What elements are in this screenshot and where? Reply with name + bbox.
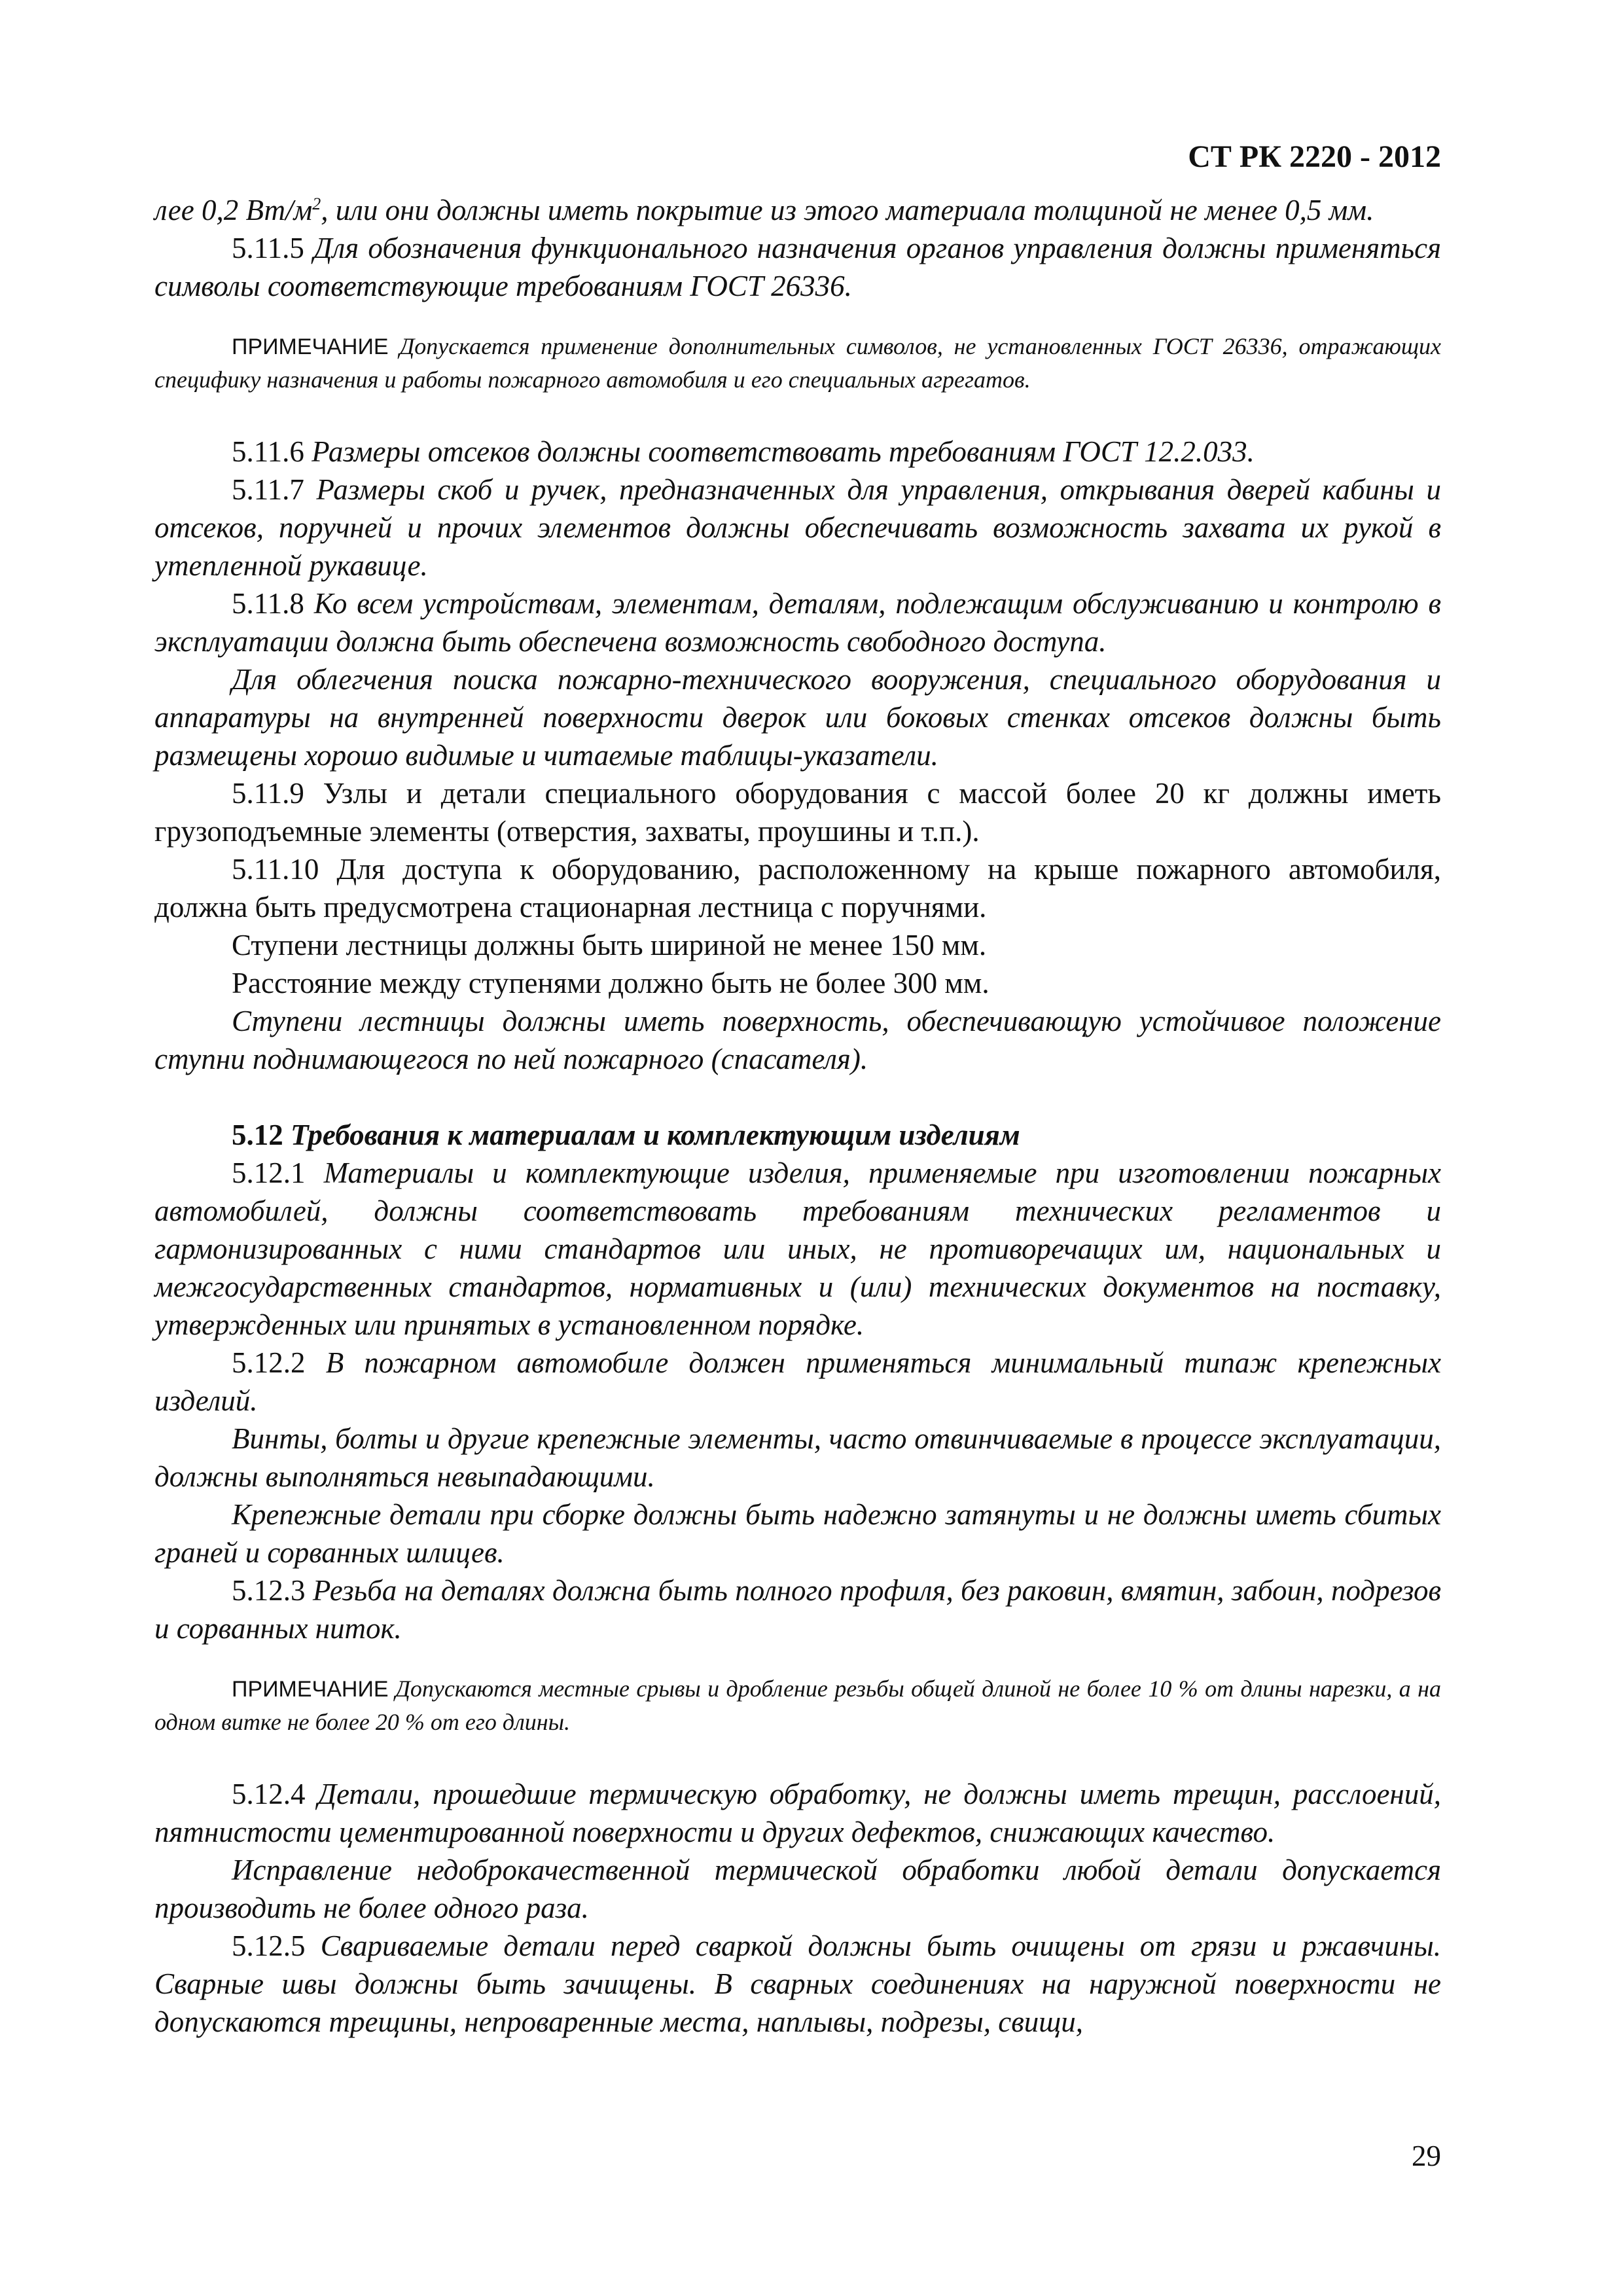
clause-number: 5.12.5 <box>232 1929 306 1962</box>
paragraph-5-11-6 <box>154 433 1441 471</box>
clause-number: 5.12.2 <box>232 1346 306 1379</box>
paragraph-steps-surface: Ступени лестницы должны иметь поверхность, обеспечивающую устойчивое положение ступни поднимающегося по ней пожарного (спасателя). <box>154 1005 1441 1075</box>
paragraph-5-12-5 <box>154 1927 1441 2041</box>
continuation-paragraph <box>154 191 1441 229</box>
clause-number: 5.12.1 <box>232 1157 306 1189</box>
paragraph-steps-distance: Расстояние между ступенями должно быть не более 300 мм. <box>232 967 990 999</box>
clause-number: 5.11.7 <box>232 473 304 506</box>
paragraph-5-12-3 <box>154 1571 1441 1647</box>
paragraph-5-11-8 <box>154 584 1441 660</box>
clause-text: Для обозначения функционального назначения органов управления должны применяться символы соответствующие требованиям ГОСТ 26336. <box>154 232 1441 302</box>
paragraph-5-12-4-b: Исправление недоброкачественной термической обработки любой детали допускается производить не более одного раза. <box>154 1854 1441 1924</box>
paragraph-5-11-5 <box>154 229 1441 305</box>
clause-text: Размеры отсеков должны соответствовать требованиям ГОСТ 12.2.033. <box>304 435 1255 468</box>
clause-number: 5.11.6 <box>232 435 304 468</box>
paragraph-5-11-7 <box>154 471 1441 584</box>
paragraph-5-11-8-b: Для облегчения поиска пожарно-технического вооружения, специального оборудования и аппаратуры на внутренней поверхности дверок или боковых стенках отсеков должны быть размещены хорошо видимые и читаемые таблицы-указатели. <box>154 663 1441 772</box>
note-2 <box>154 1672 1441 1738</box>
note-text: Допускаются местные срывы и дробление резьбы общей длиной не более 10 % от длины нарезки, а на одном витке не более 20 % от его длины. <box>154 1676 1441 1735</box>
paragraph-5-12-2-c: Крепежные детали при сборке должны быть надежно затянуты и не должны иметь сбитых граней и сорванных шлицев. <box>154 1498 1441 1569</box>
paragraph-5-12-2 <box>154 1344 1441 1420</box>
paragraph-steps-width: Ступени лестницы должны быть шириной не менее 150 мм. <box>232 929 987 961</box>
continuation-text-a: лее 0,2 Вт/м <box>154 194 313 226</box>
clause-text: В пожарном автомобиле должен применяться минимальный типаж крепежных изделий. <box>154 1346 1441 1417</box>
clause-text: Размеры скоб и ручек, предназначенных для управления, открывания дверей кабины и отсеков, поручней и прочих элементов должны обеспечивать возможность захвата их рукой в утепленной рукавице. <box>154 473 1441 582</box>
clause-text: Детали, прошедшие термическую обработку, не должны иметь трещин, расслоений, пятнистости цементированной поверхности и других дефектов, снижающих качество. <box>154 1778 1441 1848</box>
clause-number: 5.11.5 <box>232 232 304 264</box>
note-label: ПРИМЕЧАНИЕ <box>232 1677 389 1702</box>
section-number: 5.12 <box>232 1119 283 1151</box>
document-body <box>154 191 1441 2041</box>
continuation-superscript: 2 <box>312 194 321 213</box>
paragraph-5-12-1 <box>154 1154 1441 1344</box>
note-label: ПРИМЕЧАНИЕ <box>232 334 389 359</box>
clause-number: 5.12.4 <box>232 1778 306 1810</box>
paragraph-5-12-4 <box>154 1775 1441 1851</box>
clause-text: Свариваемые детали перед сваркой должны быть очищены от грязи и ржавчины. Сварные швы должны быть зачищены. В сварных соединениях на наружной поверхности не допускаются трещины, непроваренные места, наплывы, подрезы, свищи, <box>154 1929 1441 2038</box>
page-number: 29 <box>1412 2140 1441 2172</box>
continuation-text-b: , или они должны иметь покрытие из этого материала толщиной не менее 0,5 мм. <box>321 194 1374 226</box>
clause-number: 5.11.8 <box>232 587 304 620</box>
clause-text: Материалы и комплектующие изделия, применяемые при изготовлении пожарных автомобилей, должны соответствовать требованиям технических регламентов и гармонизированных с ними стандартов или иных, не противоречащих им, национальных и межгосударственных стандартов, нормативных и (или) технических документов на поставку, утвержденных или принятых в установленном порядке. <box>154 1157 1441 1341</box>
clause-number: 5.12.3 <box>232 1574 306 1607</box>
clause-text: Ко всем устройствам, элементам, деталям, подлежащим обслуживанию и контролю в эксплуатации должна быть обеспечена возможность свободного доступа. <box>154 587 1441 658</box>
paragraph-5-11-10: 5.11.10 Для доступа к оборудованию, расположенному на крыше пожарного автомобиля, должна быть предусмотрена стационарная лестница с поручнями. <box>154 853 1441 924</box>
note-1 <box>154 330 1441 396</box>
paragraph-5-11-9: 5.11.9 Узлы и детали специального оборудования с массой более 20 кг должны иметь грузоподъемные элементы (отверстия, захваты, проушины и т.п.). <box>154 777 1441 848</box>
section-title: Требования к материалам и комплектующим изделиям <box>283 1119 1020 1151</box>
section-heading-5-12 <box>154 1116 1441 1154</box>
note-text: Допускается применение дополнительных символов, не установленных ГОСТ 26336, отражающих специфику назначения и работы пожарного автомобиля и его специальных агрегатов. <box>154 333 1441 393</box>
document-code-header: СТ РК 2220 - 2012 <box>1188 139 1441 174</box>
paragraph-5-12-2-b: Винты, болты и другие крепежные элементы, часто отвинчиваемые в процессе эксплуатации, должны выполняться невыпадающими. <box>154 1422 1441 1493</box>
clause-text: Резьба на деталях должна быть полного профиля, без раковин, вмятин, забоин, подрезов и сорванных ниток. <box>154 1574 1441 1645</box>
